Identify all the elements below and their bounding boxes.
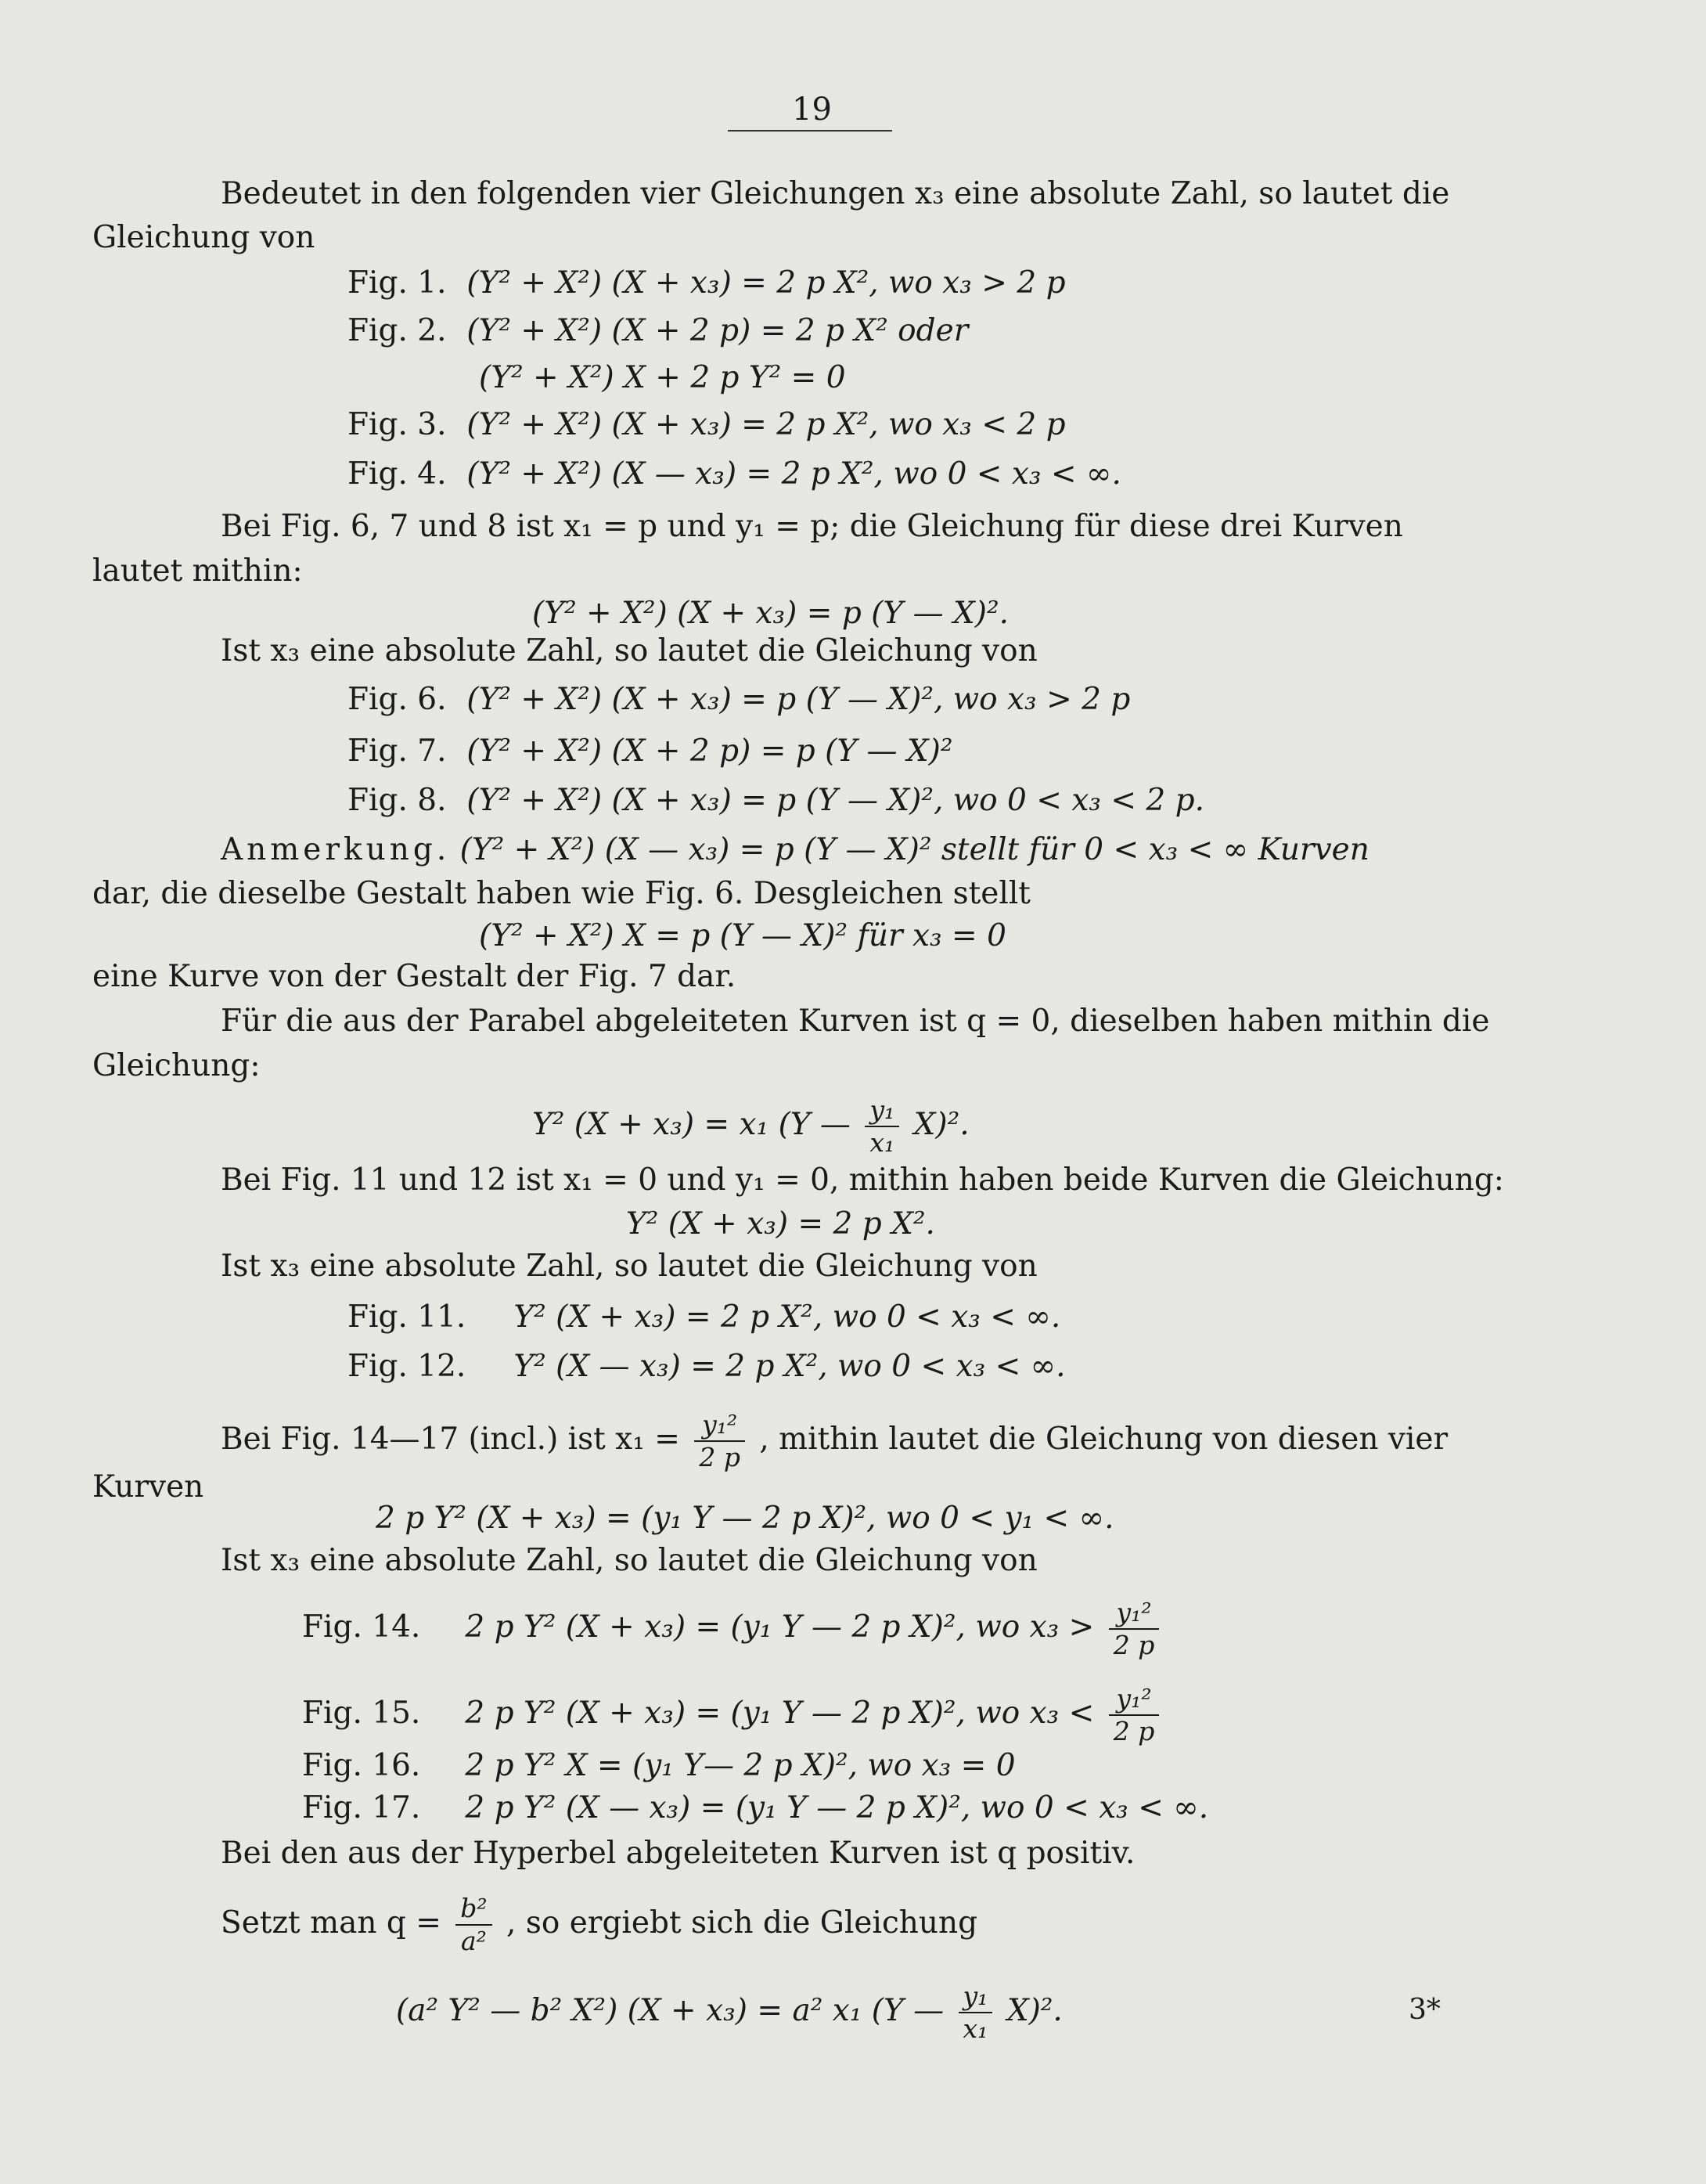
page-number-rule (728, 130, 892, 132)
paragraph-line: Ist x₃ eine absolute Zahl, so lautet die Gleichung von (221, 1249, 1038, 1284)
numerator: y₁² (694, 1409, 745, 1442)
fig-label: Fig. 4. (347, 456, 447, 492)
display-equation: 2 p Y² (X + x₃) = (y₁ Y — 2 p X)², wo 0 < y₁ < ∞. (376, 1501, 1114, 1536)
paragraph-line: Für die aus der Parabel abgeleiteten Kurven ist q = 0, dieselben haben mithin die (221, 1004, 1490, 1039)
equation: 2 p Y² (X — x₃) = (y₁ Y — 2 p X)², wo 0 < x₃ < ∞. (465, 1790, 1209, 1825)
equation: 2 p Y² X = (y₁ Y— 2 p X)², wo x₃ = 0 (465, 1748, 1016, 1783)
equation: (Y² + X²) X + 2 p Y² = 0 (479, 360, 846, 395)
fig-label: Fig. 16. (302, 1748, 421, 1783)
denominator: x₁ (869, 1127, 895, 1158)
fig-label: Fig. 14. (302, 1609, 421, 1645)
fig-label: Fig. 17. (302, 1790, 421, 1825)
equation: (Y² + X²) (X + 2 p) = p (Y — X)² (466, 733, 953, 769)
equation: (Y² + X²) (X + x₃) = 2 p X², wo x₃ > 2 p (466, 265, 1066, 301)
equation: 2 p Y² (X + x₃) = (y₁ Y — 2 p X)², wo x₃ < (465, 1696, 1095, 1731)
equation-fig-4 (347, 452, 1121, 496)
numerator: y₁ (865, 1094, 899, 1127)
text-part: Setzt man q = (221, 1905, 441, 1941)
equation: Y² (X + x₃) = 2 p X², wo 0 < x₃ < ∞. (513, 1299, 1061, 1335)
equation-fig-12 (347, 1345, 1066, 1389)
fraction (865, 1094, 899, 1159)
fig-label: Fig. 2. (347, 313, 447, 348)
paragraph-line: Kurven (92, 1469, 204, 1505)
note-label: Anmerkung. (221, 832, 451, 867)
equation-fig-6 (347, 678, 1130, 722)
fig-label: Fig. 3. (347, 407, 447, 442)
numerator: b² (455, 1893, 491, 1926)
denominator: 2 p (1113, 1716, 1155, 1746)
signature-mark: 3* (1409, 1994, 1441, 2026)
fig-label: Fig. 11. (347, 1299, 466, 1335)
equation-part: X)². (1006, 1993, 1063, 2028)
display-equation: (Y² + X²) (X + x₃) = p (Y — X)². (532, 596, 1009, 631)
paragraph-line: lautet mithin: (92, 553, 303, 589)
equation: (Y² + X²) (X + x₃) = p (Y — X)², wo x₃ > 2 p (466, 682, 1131, 717)
equation: 2 p Y² (X + x₃) = (y₁ Y — 2 p X)², wo x₃ > (465, 1609, 1095, 1645)
page-number: 19 (792, 92, 832, 128)
paragraph-line-fraction (221, 1893, 977, 1957)
paragraph-line: dar, die dieselbe Gestalt haben wie Fig. 6. Desgleichen stellt (92, 876, 1031, 911)
fig-label: Fig. 7. (347, 733, 447, 769)
equation-fig-2-alt (479, 356, 846, 400)
display-equation: Y² (X + x₃) = 2 p X². (626, 1206, 935, 1242)
equation-fig-8 (347, 779, 1204, 823)
equation: (Y² + X²) (X + x₃) = 2 p X², wo x₃ < 2 p (466, 407, 1066, 442)
fig-label: Fig. 15. (302, 1696, 421, 1731)
paragraph-line: Gleichung von (92, 220, 315, 255)
equation-part: (a² Y² — b² X²) (X + x₃) = a² x₁ (Y — (396, 1993, 945, 2028)
text-part: , mithin lautet die Gleichung von diesen vier (759, 1422, 1449, 1457)
fig-label: Fig. 8. (347, 783, 447, 818)
paragraph-line: Ist x₃ eine absolute Zahl, so lautet die Gleichung von (221, 633, 1038, 669)
equation-fig-1 (347, 261, 1066, 305)
paragraph-line: Bei Fig. 11 und 12 ist x₁ = 0 und y₁ = 0, mithin haben beide Kurven die Gleichung: (221, 1162, 1504, 1198)
fraction (694, 1409, 745, 1473)
paragraph-line: Bedeutet in den folgenden vier Gleichungen x₃ eine absolute Zahl, so lautet die (221, 176, 1450, 211)
equation: (Y² + X²) (X — x₃) = p (Y — X)² stellt für 0 < x₃ < ∞ Kurven (459, 832, 1369, 867)
equation-fig-11 (347, 1296, 1060, 1339)
equation-fig-17 (302, 1786, 1208, 1830)
denominator: 2 p (699, 1442, 740, 1472)
fraction (455, 1893, 491, 1957)
paragraph-line: eine Kurve von der Gestalt der Fig. 7 dar. (92, 959, 736, 994)
fraction (1109, 1683, 1160, 1747)
text-part: , so ergiebt sich die Gleichung (506, 1905, 978, 1941)
note-line (221, 828, 1369, 872)
equation-fig-3 (347, 403, 1066, 447)
equation: (Y² + X²) (X + 2 p) = 2 p X² oder (466, 313, 969, 348)
paragraph-line: Ist x₃ eine absolute Zahl, so lautet die Gleichung von (221, 1543, 1038, 1578)
denominator: x₁ (963, 2013, 988, 2044)
paragraph-line-fraction (221, 1409, 1448, 1473)
denominator: 2 p (1113, 1630, 1155, 1660)
fraction (959, 1980, 993, 2045)
equation: (Y² + X²) (X — x₃) = 2 p X², wo 0 < x₃ < ∞. (466, 456, 1121, 492)
fig-label: Fig. 6. (347, 682, 447, 717)
numerator: y₁² (1109, 1597, 1160, 1630)
display-equation-fraction (532, 1094, 970, 1159)
fig-label: Fig. 1. (347, 265, 447, 301)
numerator: y₁ (959, 1980, 993, 2013)
equation-fig-14 (302, 1597, 1164, 1661)
equation: Y² (X — x₃) = 2 p X², wo 0 < x₃ < ∞. (513, 1349, 1066, 1384)
equation-fig-7 (347, 730, 953, 773)
numerator: y₁² (1109, 1683, 1160, 1716)
paragraph-line: Gleichung: (92, 1048, 261, 1083)
equation-fig-2 (347, 309, 968, 353)
denominator: a² (461, 1926, 487, 1956)
text-part: Bei Fig. 14—17 (incl.) ist x₁ = (221, 1422, 680, 1457)
display-equation-fraction (396, 1980, 1063, 2045)
fig-label: Fig. 12. (347, 1349, 466, 1384)
paragraph-line: Bei Fig. 6, 7 und 8 ist x₁ = p und y₁ = p; die Gleichung für diese drei Kurven (221, 509, 1403, 544)
equation-part: X)². (913, 1107, 970, 1142)
equation-fig-15 (302, 1683, 1164, 1747)
display-equation: (Y² + X²) X = p (Y — X)² für x₃ = 0 (479, 918, 1006, 953)
paragraph-line: Bei den aus der Hyperbel abgeleiteten Kurven ist q positiv. (221, 1836, 1136, 1871)
equation: (Y² + X²) (X + x₃) = p (Y — X)², wo 0 < x₃ < 2 p. (466, 783, 1204, 818)
fraction (1109, 1597, 1160, 1661)
equation-part: Y² (X + x₃) = x₁ (Y — (532, 1107, 851, 1142)
equation-fig-16 (302, 1744, 1016, 1788)
